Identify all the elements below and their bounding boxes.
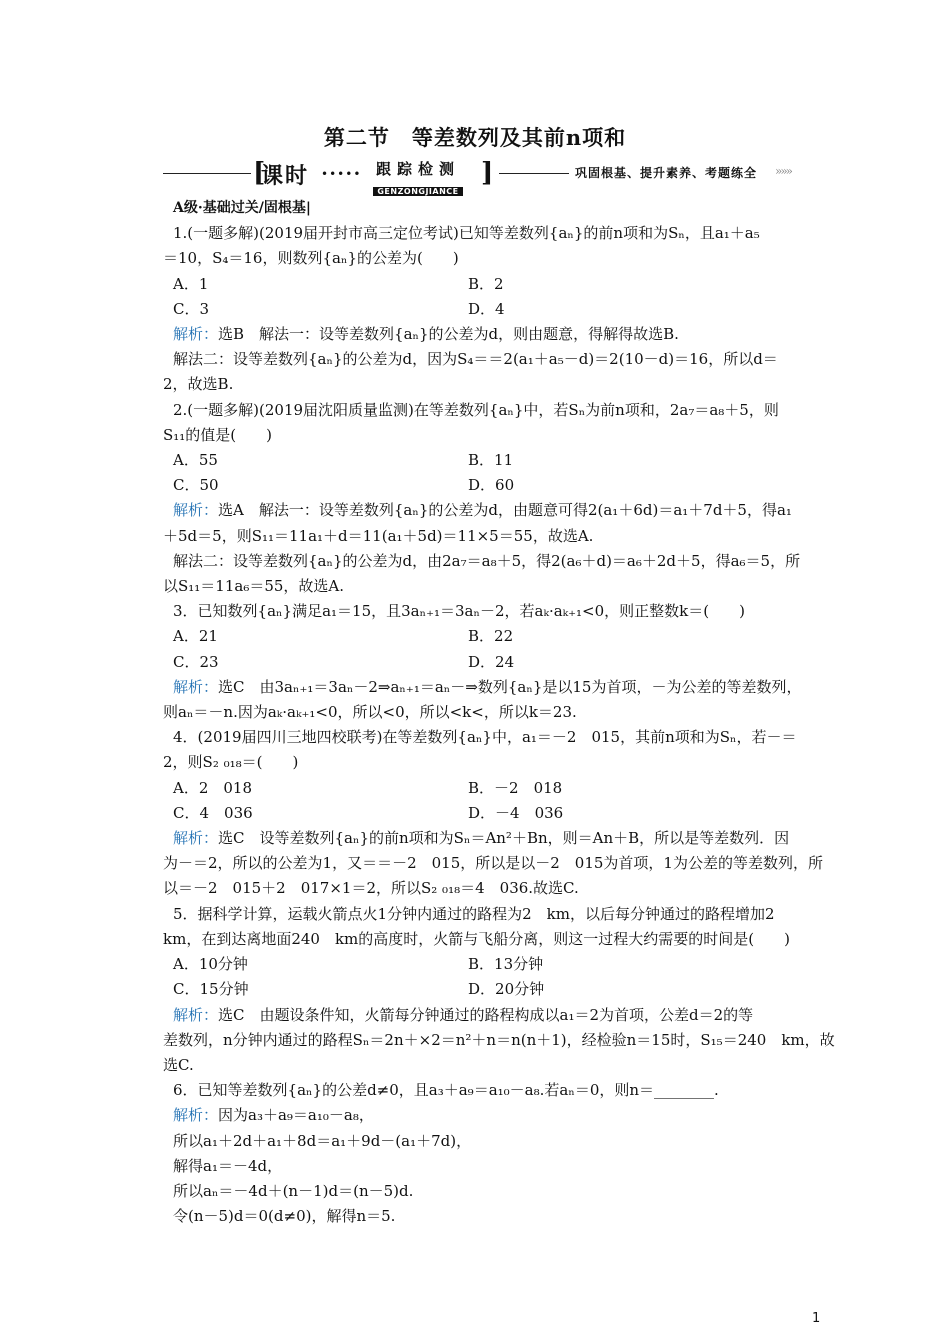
text-line: 令(n－5)d＝0(d≠0)，解得n＝5. (173, 1207, 396, 1226)
banner-genzong-en: GENZONGJIANCE (373, 187, 462, 196)
option-right: D．24 (468, 652, 515, 671)
solution-label: 解析： (173, 677, 219, 696)
answer-options-row (163, 650, 823, 675)
option-left: C．4 036 (173, 803, 253, 822)
text-line: 所以a₁＋2d＋a₁＋8d＝a₁＋9d－(a₁＋7d)， (173, 1131, 472, 1150)
option-left: C．3 (173, 299, 210, 318)
answer-options-row (163, 977, 823, 1002)
text-line-continued: 2，故选B. (163, 375, 234, 394)
text-line-continued: ＋5d＝5，则S₁₁＝11a₁＋d＝11(a₁＋5d)＝11×5＝55，故选A. (163, 526, 594, 545)
banner-arrows-icon: »»» (775, 164, 792, 178)
banner-motto: 巩固根基、提升素养、考题练全 (575, 166, 758, 180)
option-right: D．60 (468, 476, 515, 495)
option-left: A．1 (173, 274, 209, 293)
solution-text: 选C 由题设条件知，火箭每分钟通过的路程构成以a₁＝2为首项，公差d＝2的等 (218, 1005, 754, 1024)
banner-rule-right (499, 173, 569, 174)
page-number: 1 (812, 1311, 821, 1326)
answer-options-row (163, 448, 823, 473)
option-right: D．－4 036 (468, 803, 564, 822)
answer-options-row (163, 473, 823, 498)
solution-line (163, 1003, 823, 1028)
banner-genzong (359, 158, 477, 198)
text-line: 解得a₁＝－4d， (173, 1156, 283, 1175)
text-line-continued: 差数列，n分钟内通过的路程Sₙ＝2n＋×2＝n²＋n＝n(n＋1)，经检验n＝15时，S₁₅＝240 km，故 (163, 1030, 835, 1049)
option-left: C．23 (173, 652, 219, 671)
text-line: 解法二：设等差数列{aₙ}的公差为d，因为S₄＝＝2(a₁＋a₅－d)＝2(10－d)＝16，所以d＝ (173, 350, 778, 369)
answer-options-row (163, 801, 823, 826)
text-line: 6．已知等差数列{aₙ}的公差d≠0，且a₃＋a₉＝a₁₀－a₈.若aₙ＝0，则n＝________. (173, 1081, 719, 1100)
exercise-lines (163, 221, 835, 1229)
banner-rule-left (163, 173, 251, 174)
answer-options-row (163, 297, 823, 322)
exercise-body (163, 196, 835, 1229)
text-line-continued: 2，则S₂ ₀₁₈＝( ) (163, 753, 299, 772)
text-line-continued: S₁₁的值是( ) (163, 425, 273, 444)
solution-line (163, 1103, 823, 1128)
text-line-continued: ＝10，S₄＝16，则数列{aₙ}的公差为( ) (163, 249, 459, 268)
option-left: C．15分钟 (173, 980, 249, 999)
solution-label: 解析： (173, 1106, 219, 1125)
solution-line (163, 498, 823, 523)
solution-text: 选C 由3aₙ₊₁＝3aₙ－2⇒aₙ₊₁＝aₙ－⇒数列{aₙ}是以15为首项，－为公差的等差数列， (218, 677, 802, 696)
answer-options-row (163, 272, 823, 297)
solution-label: 解析： (173, 325, 219, 344)
banner-bracket-right: ] (481, 158, 494, 188)
text-line: 4．(2019届四川三地四校联考)在等差数列{aₙ}中，a₁＝－2 015，其前n项和为Sₙ，若－＝ (173, 728, 797, 747)
text-line-continued: 选C. (163, 1055, 194, 1074)
lesson-banner (163, 158, 809, 196)
option-right: D．4 (468, 299, 505, 318)
text-line-continued: 以S₁₁＝11a₆＝55，故选A. (163, 577, 345, 596)
option-right: B．－2 018 (468, 778, 563, 797)
text-line: 3．已知数列{aₙ}满足a₁＝15，且3aₙ₊₁＝3aₙ－2，若aₖ·aₖ₊₁<0，则正整数k＝( ) (173, 602, 745, 621)
text-line: 所以aₙ＝－4d＋(n－1)d＝(n－5)d. (173, 1181, 414, 1200)
banner-dots: ••••• (321, 167, 362, 181)
banner-keshi: 课时 (261, 163, 310, 189)
answer-options-row (163, 624, 823, 649)
answer-options-row (163, 776, 823, 801)
text-line-continued: 以＝－2 015＋2 017×1＝2，所以S₂ ₀₁₈＝4 036.故选C. (163, 879, 579, 898)
section-title: A级·基础过关/固根基| (173, 200, 311, 216)
option-left: C．50 (173, 476, 219, 495)
text-line-continued: km，在到达离地面240 km的高度时，火箭与飞船分离，则这一过程大约需要的时间是( ) (163, 929, 790, 948)
text-line-continued: 则aₙ＝－n.因为aₖ·aₖ₊₁<0，所以<0，所以<k<，所以k＝23. (163, 703, 577, 722)
text-line-continued: 为－＝2，所以的公差为1，又＝＝－2 015，所以是以－2 015为首项，1为公差的等差数列，所 (163, 854, 823, 873)
option-right: B．22 (468, 627, 514, 646)
solution-text: 选B 解法一：设等差数列{aₙ}的公差为d，则由题意，得解得故选B. (218, 325, 679, 344)
option-left: A．10分钟 (173, 955, 248, 974)
text-line: 5．据科学计算，运载火箭点火1分钟内通过的路程为2 km，以后每分钟通过的路程增加2 (173, 904, 775, 923)
text-line: 2.(一题多解)(2019届沈阳质量监测)在等差数列{aₙ}中，若Sₙ为前n项和，2a₇＝a₈＋5，则 (173, 400, 779, 419)
option-left: A．2 018 (173, 778, 253, 797)
solution-text: 因为a₃＋a₉＝a₁₀－a₈， (218, 1106, 374, 1125)
option-left: A．55 (173, 451, 218, 470)
text-line: 1.(一题多解)(2019届开封市高三定位考试)已知等差数列{aₙ}的前n项和为Sₙ，且a₁＋a₅ (173, 224, 760, 243)
solution-label: 解析： (173, 829, 219, 848)
text-line: 解法二：设等差数列{aₙ}的公差为d，由2a₇＝a₈＋5，得2(a₆＋d)＝a₆＋2d＋5，得a₆＝5，所 (173, 551, 801, 570)
solution-line (163, 322, 823, 347)
solution-label: 解析： (173, 1005, 219, 1024)
solution-label: 解析： (173, 501, 219, 520)
solution-text: 选A 解法一：设等差数列{aₙ}的公差为d，由题意可得2(a₁＋6d)＝a₁＋7d＋5，得a₁ (218, 501, 792, 520)
answer-options-row (163, 952, 823, 977)
option-right: D．20分钟 (468, 980, 545, 999)
solution-line (163, 826, 823, 851)
banner-bracket-left: [ (253, 158, 266, 188)
option-left: A．21 (173, 627, 218, 646)
option-right: B．2 (468, 274, 504, 293)
banner-genzong-cn: 跟踪检测 (375, 160, 460, 178)
solution-line (163, 675, 823, 700)
option-right: B．13分钟 (468, 955, 544, 974)
page-title: 第二节 等差数列及其前n项和 (323, 125, 627, 150)
option-right: B．11 (468, 451, 514, 470)
solution-text: 选C 设等差数列{aₙ}的前n项和为Sₙ＝An²＋Bn，则＝An＋B，所以是等差数列．因 (218, 829, 790, 848)
